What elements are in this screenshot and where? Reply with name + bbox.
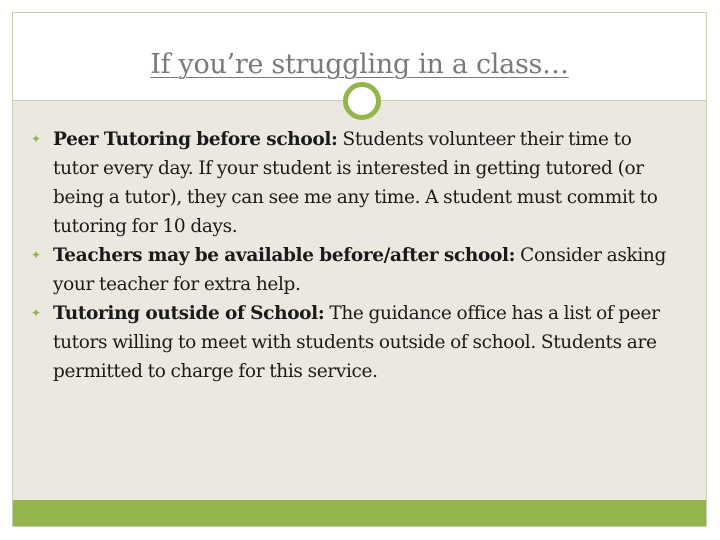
- bullet-lead: Peer Tutoring before school:: [53, 129, 338, 150]
- flag-bullet-icon: ✦: [31, 306, 41, 320]
- flag-bullet-icon: ✦: [31, 132, 41, 146]
- bullet-text: Consider asking your teacher for extra help.: [53, 245, 666, 295]
- bullet-lead: Tutoring outside of School:: [53, 303, 325, 324]
- bullet-item-teachers: [31, 241, 680, 299]
- bullet-item-outside-tutoring: [31, 299, 680, 386]
- slide: [12, 12, 707, 527]
- flag-bullet-icon: ✦: [31, 248, 41, 262]
- bullet-item-peer-tutoring: [31, 125, 680, 241]
- slide-title: If you’re struggling in a class…: [150, 49, 569, 80]
- bullet-list: [31, 125, 680, 386]
- bottom-accent-bar: [13, 500, 706, 526]
- bullet-text: Students volunteer their time to tutor every day. If your student is interested in getting tutored (or being a tutor), they can see me any time. A student must commit to tutoring for 10 days.: [53, 129, 658, 237]
- bullet-text: The guidance office has a list of peer tutors willing to meet with students outside of school. Students are permitted to charge for this service.: [53, 303, 660, 382]
- circle-ornament-icon: [343, 82, 381, 120]
- bullet-lead: Teachers may be available before/after school:: [53, 245, 516, 266]
